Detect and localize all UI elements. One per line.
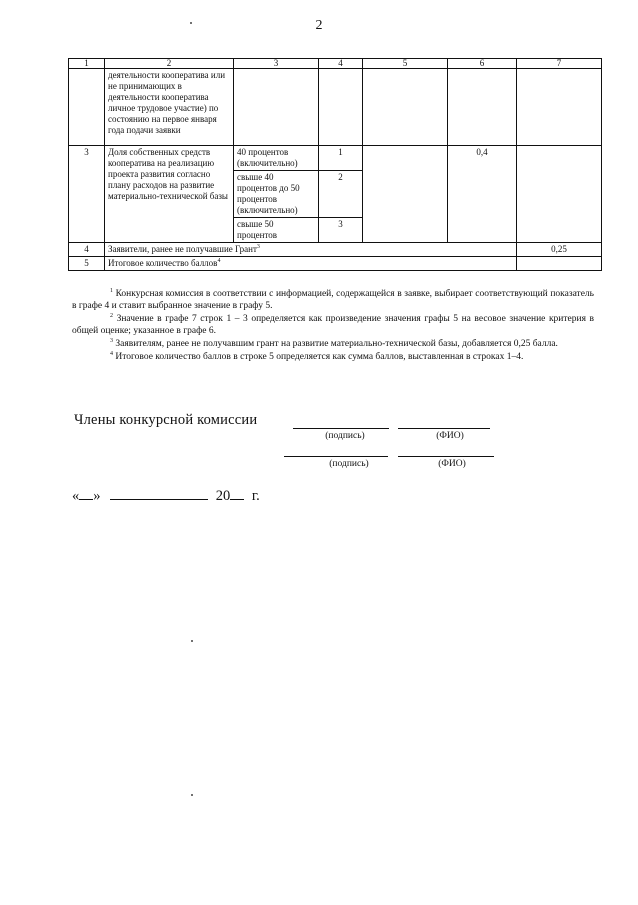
name-line: [398, 428, 490, 429]
year-blank: [230, 499, 244, 500]
option-text: свыше 40 процентов до 50 процентов (включительно): [234, 171, 319, 218]
selected-value-cell: [363, 146, 448, 243]
table-row-3: [69, 146, 602, 171]
commission-members-label: Члены конкурсной комиссии: [74, 412, 258, 428]
row-number: 5: [69, 257, 105, 271]
option-score: 2: [319, 171, 363, 218]
day-blank: [79, 499, 93, 500]
column-header: 3: [234, 59, 319, 69]
column-header: 4: [319, 59, 363, 69]
signature-line: [284, 456, 388, 457]
cell-total: [517, 69, 602, 146]
signature-caption: (подпись): [329, 459, 369, 469]
cell-score: [319, 69, 363, 146]
cell-weight: [448, 69, 517, 146]
row-number: 3: [69, 146, 105, 243]
total-value-cell: [517, 146, 602, 243]
footnote: $^3$ Заявителям, ранее не получавшим грант на развитие материально-технической базы, добавляется 0,25 балла.: [110, 337, 558, 349]
scan-speck: [190, 22, 192, 24]
footnote: $^2$ Значение в графе 7 строк 1 – 3 определяется как произведение значения графы 5 на весовое значение критерия в общей оценке; указанное в графе 6.: [72, 312, 594, 336]
table-row-continued: [69, 69, 602, 146]
footnote: $^4$ Итоговое количество баллов в строке 5 определяется как сумма баллов, выставленная в строках 1–4.: [110, 350, 524, 362]
row-number: 4: [69, 243, 105, 257]
name-line: [398, 456, 494, 457]
column-header: 1: [69, 59, 105, 69]
scan-speck: [191, 794, 193, 796]
criterion-text: Доля собственных средств кооператива на реализацию проекта развития согласно плану расходов на развитие материально-технической базы: [105, 146, 234, 243]
name-caption: (ФИО): [436, 431, 464, 441]
option-text: 40 процентов (включительно): [234, 146, 319, 171]
row-5-total: [517, 257, 602, 271]
column-header: 7: [517, 59, 602, 69]
row-4-text: Заявители, ранее не получавшие Грант$^3$: [105, 243, 517, 257]
signature-line: [293, 428, 389, 429]
name-caption: (ФИО): [438, 459, 466, 469]
table-header-row: [69, 59, 602, 69]
cell-number: [69, 69, 105, 146]
option-text: свыше 50 процентов: [234, 218, 319, 243]
footnote: $^1$ Конкурсная комиссия в соответствии с информацией, содержащейся в заявке, выбирает соответствующий показатель в графе 4 и ставит выбранное значение в графу 5.: [72, 287, 595, 311]
page-number: 2: [315, 18, 323, 33]
column-header: 6: [448, 59, 517, 69]
option-score: 1: [319, 146, 363, 171]
cell-options: [234, 69, 319, 146]
criteria-table: [68, 58, 602, 271]
table-row-5: [69, 257, 602, 271]
column-header: 5: [363, 59, 448, 69]
cell-selected: [363, 69, 448, 146]
scan-speck: [191, 640, 193, 642]
row-4-total: 0,25: [517, 243, 602, 257]
criterion-continued: деятельности кооператива или не принимающих в деятельности кооператива личное трудовое участие) по состоянию на первое января года подачи заявки: [105, 69, 234, 146]
table-row-4: [69, 243, 602, 257]
signature-caption: (подпись): [325, 431, 365, 441]
date-line: « » 20 г.: [72, 488, 260, 504]
option-score: 3: [319, 218, 363, 243]
month-blank: [110, 499, 208, 500]
weight-value: 0,4: [448, 146, 517, 243]
column-header: 2: [105, 59, 234, 69]
row-5-text: Итоговое количество баллов$^4$: [105, 257, 517, 271]
footnotes: [72, 288, 594, 364]
